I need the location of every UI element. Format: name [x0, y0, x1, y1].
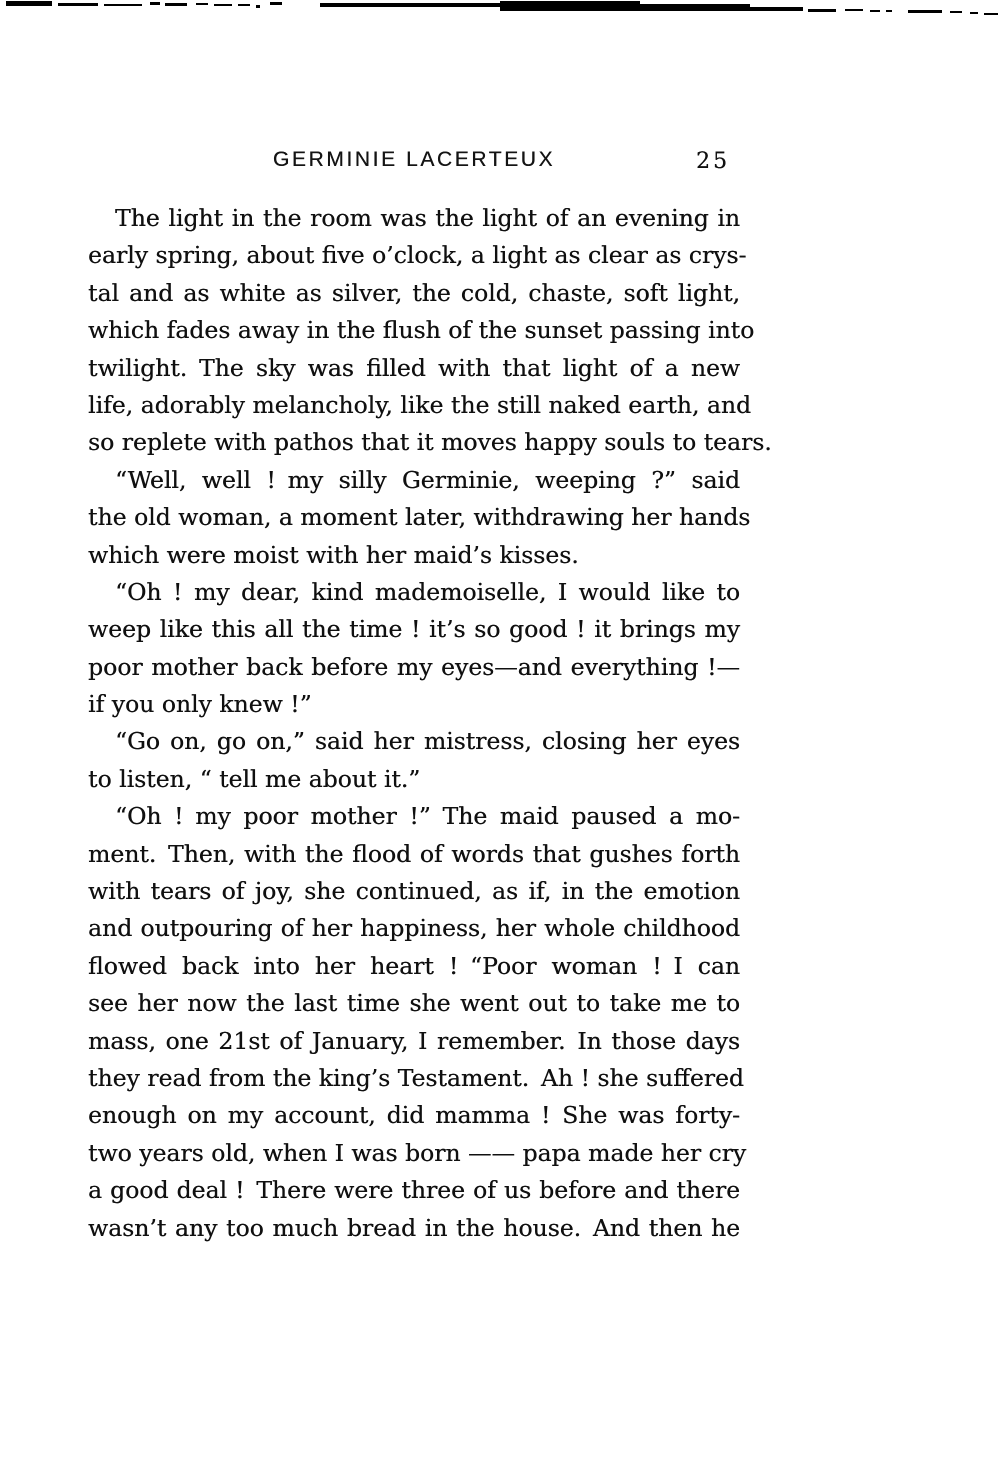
text-line: so replete with pathos that it moves happy souls to tears.	[88, 428, 772, 457]
text-line: twilight. The sky was filled with that light of a new	[88, 353, 740, 382]
artifact-dash	[150, 2, 160, 5]
artifact-dash	[58, 3, 98, 6]
artifact-dash	[165, 3, 187, 6]
artifact-dash	[270, 2, 282, 5]
artifact-dash	[6, 1, 52, 6]
artifact-dash	[635, 4, 750, 11]
text-block	[88, 200, 772, 1247]
artifact-dash	[808, 9, 836, 12]
text-line: flowed back into her heart ! “Poor woman ! I can	[88, 951, 740, 980]
text-line: The light in the room was the light of an evening in	[115, 204, 740, 232]
text-line: “Oh ! my poor mother !” The maid paused a mo-	[115, 802, 740, 831]
text-line: enough on my account, did mamma ! She was forty-	[88, 1101, 740, 1130]
text-line: ment. Then, with the flood of words that gushes forth	[88, 839, 740, 868]
text-line: two years old, when I was born —— papa made her cry	[88, 1138, 747, 1167]
page-title: GERMINIE LACERTEUX	[272, 148, 556, 171]
text-line: poor mother back before my eyes—and everything !—	[88, 652, 740, 681]
artifact-dash	[196, 3, 208, 5]
artifact-dash	[950, 11, 962, 13]
text-line: a good deal ! There were three of us before and there	[88, 1176, 740, 1205]
text-line: early spring, about five o’clock, a light as clear as crys-	[88, 241, 747, 270]
page-number: 25	[696, 149, 730, 174]
text-line: life, adorably melancholy, like the still naked earth, and	[88, 390, 752, 419]
text-line: if you only knew !”	[88, 690, 312, 719]
artifact-dash	[845, 9, 863, 11]
text-line: with tears of joy, she continued, as if, in the emotion	[88, 877, 740, 906]
text-line: weep like this all the time ! it’s so good ! it brings my	[88, 615, 740, 644]
text-line: see her now the last time she went out to take me to	[88, 989, 740, 1018]
artifact-dash	[745, 7, 803, 11]
running-header	[88, 148, 740, 182]
text-line: and outpouring of her happiness, her whole childhood	[88, 914, 740, 943]
artifact-dash	[238, 4, 250, 6]
artifact-dash	[256, 5, 260, 8]
text-line: the old woman, a moment later, withdrawing her hands	[88, 503, 751, 532]
text-line: mass, one 21st of January, I remember. In those days	[88, 1026, 740, 1055]
artifact-dash	[214, 4, 232, 6]
text-line: tal and as white as silver, the cold, chaste, soft light,	[88, 278, 740, 307]
text-line: “Go on, go on,” said her mistress, closing her eyes	[115, 727, 740, 756]
text-line: wasn’t any too much bread in the house. And then he	[88, 1213, 740, 1242]
text-line: they read from the king’s Testament. Ah ! she suffered	[88, 1063, 744, 1092]
artifact-dash	[870, 10, 880, 12]
artifact-dash	[908, 10, 942, 13]
artifact-dash	[984, 13, 998, 15]
text-line: “Well, well ! my silly Germinie, weeping ?” said	[115, 465, 740, 494]
text-line: which fades away in the flush of the sunset passing into	[88, 316, 755, 345]
text-line: to listen, “ tell me about it.”	[88, 764, 421, 793]
artifact-dash	[104, 4, 142, 6]
artifact-dash	[320, 3, 510, 7]
text-line: “Oh ! my dear, kind mademoiselle, I would like to	[115, 577, 740, 606]
artifact-dash	[886, 10, 892, 12]
artifact-dash	[500, 1, 640, 11]
artifact-dash	[970, 12, 978, 14]
text-line: which were moist with her maid’s kisses.	[88, 540, 579, 569]
